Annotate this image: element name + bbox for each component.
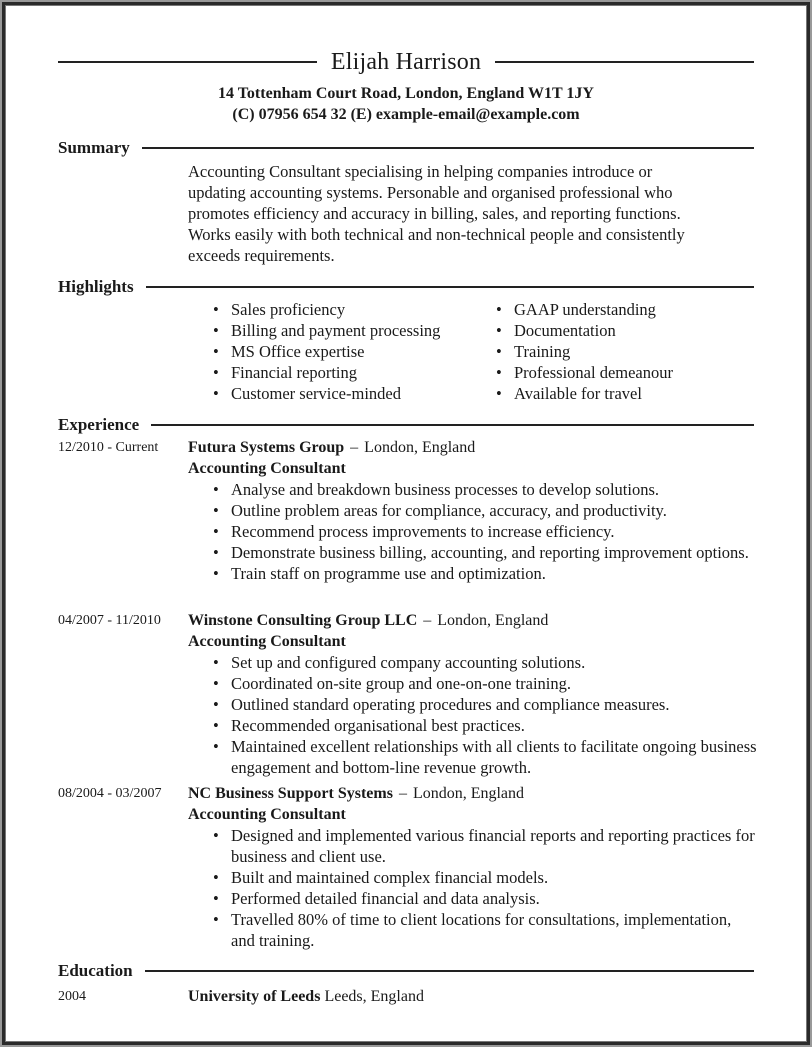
name-header (58, 50, 754, 74)
job-bullets (213, 825, 758, 951)
job-dates: 04/2007 - 11/2010 (58, 613, 161, 628)
highlight-item: • Customer service-minded (213, 383, 440, 404)
summary-line: Accounting Consultant specialising in helping companies introduce or (188, 162, 653, 181)
job-location: London, England (437, 612, 549, 629)
section-title: Education (58, 961, 133, 980)
header-rule-left (58, 61, 317, 63)
resume-page (6, 6, 806, 1041)
job-bullet: • Set up and configured company accounting solutions. (213, 652, 758, 673)
education-year: 2004 (58, 989, 86, 1004)
job-bullet: • Maintained excellent relationships with all clients to facilitate ongoing business engagement and bottom-line revenue growth. (213, 736, 758, 778)
section-rule (142, 147, 754, 149)
job-bullet: • Designed and implemented various financial reports and reporting practices for business and client use. (213, 825, 758, 867)
company-line (188, 783, 758, 804)
section-title: Summary (58, 138, 130, 157)
job-bullet: • Recommend process improvements to increase efficiency. (213, 521, 758, 542)
contact-info: (C) 07956 654 32 (E) example-email@example.com (232, 106, 580, 123)
page-frame (2, 2, 810, 1045)
highlight-item: • Sales proficiency (213, 299, 440, 320)
job-bullet: • Coordinated on-site group and one-on-one training. (213, 673, 758, 694)
school-location: Leeds, England (324, 988, 424, 1005)
company-name: Winstone Consulting Group LLC (188, 612, 418, 629)
job-location: London, England (364, 439, 476, 456)
section-title: Experience (58, 415, 140, 434)
job-bullet: • Travelled 80% of time to client locations for consultations, implementation, and training. (213, 909, 758, 951)
highlight-item: • Billing and payment processing (213, 320, 440, 341)
highlight-item: • Professional demeanour (496, 362, 673, 383)
job-bullet: • Train staff on programme use and optimization. (213, 563, 758, 584)
separator: – (423, 612, 432, 629)
summary-line: updating accounting systems. Personable and organised professional who (188, 183, 673, 202)
company-line (188, 437, 758, 458)
highlight-item: • MS Office expertise (213, 341, 440, 362)
job-bullet: • Built and maintained complex financial models. (213, 867, 758, 888)
highlights-left-list (213, 299, 440, 404)
school-name: University of Leeds (188, 988, 321, 1005)
job-bullets (213, 479, 758, 584)
highlight-item: • Available for travel (496, 383, 673, 404)
header-rule-right (495, 61, 754, 63)
job-dates: 12/2010 - Current (58, 440, 159, 455)
job-title: Accounting Consultant (188, 460, 346, 477)
job-bullets (213, 652, 758, 778)
job-title: Accounting Consultant (188, 633, 346, 650)
education-school-line (188, 986, 424, 1007)
job-location: London, England (412, 785, 525, 802)
company-name: NC Business Support Systems (188, 785, 393, 802)
job-dates: 08/2004 - 03/2007 (58, 786, 162, 801)
highlight-item: • Training (496, 341, 673, 362)
job-bullet: • Outlined standard operating procedures and compliance measures. (213, 694, 758, 715)
summary-text (188, 161, 768, 266)
candidate-name: Elijah Harrison (330, 49, 482, 75)
highlight-item: • Financial reporting (213, 362, 440, 383)
separator: – (350, 439, 359, 456)
company-name: Futura Systems Group (188, 439, 345, 456)
address: 14 Tottenham Court Road, London, England W1T 1JY (218, 85, 594, 102)
summary-line: promotes efficiency and accuracy in billing, sales, and reporting functions. (188, 204, 681, 223)
experience-heading (58, 415, 754, 435)
summary-line: exceeds requirements. (188, 246, 335, 265)
job-bullet: • Analyse and breakdown business processes to develop solutions. (213, 479, 758, 500)
company-line (188, 610, 758, 631)
job-bullet: • Outline problem areas for compliance, accuracy, and productivity. (213, 500, 758, 521)
job-bullet: • Recommended organisational best practices. (213, 715, 758, 736)
section-rule (146, 286, 754, 288)
job-title: Accounting Consultant (188, 806, 346, 823)
job-bullet: • Demonstrate business billing, accounting, and reporting improvement options. (213, 542, 758, 563)
highlight-item: • GAAP understanding (496, 299, 673, 320)
section-rule (151, 424, 754, 426)
separator: – (398, 785, 407, 802)
section-title: Highlights (58, 277, 134, 296)
highlights-heading (58, 277, 754, 297)
job-bullet: • Performed detailed financial and data analysis. (213, 888, 758, 909)
highlights-right-list (496, 299, 673, 404)
highlight-item: • Documentation (496, 320, 673, 341)
summary-heading (58, 138, 754, 158)
summary-line: Works easily with both technical and non-technical people and consistently (188, 225, 685, 244)
section-rule (145, 970, 754, 972)
education-heading (58, 961, 754, 981)
